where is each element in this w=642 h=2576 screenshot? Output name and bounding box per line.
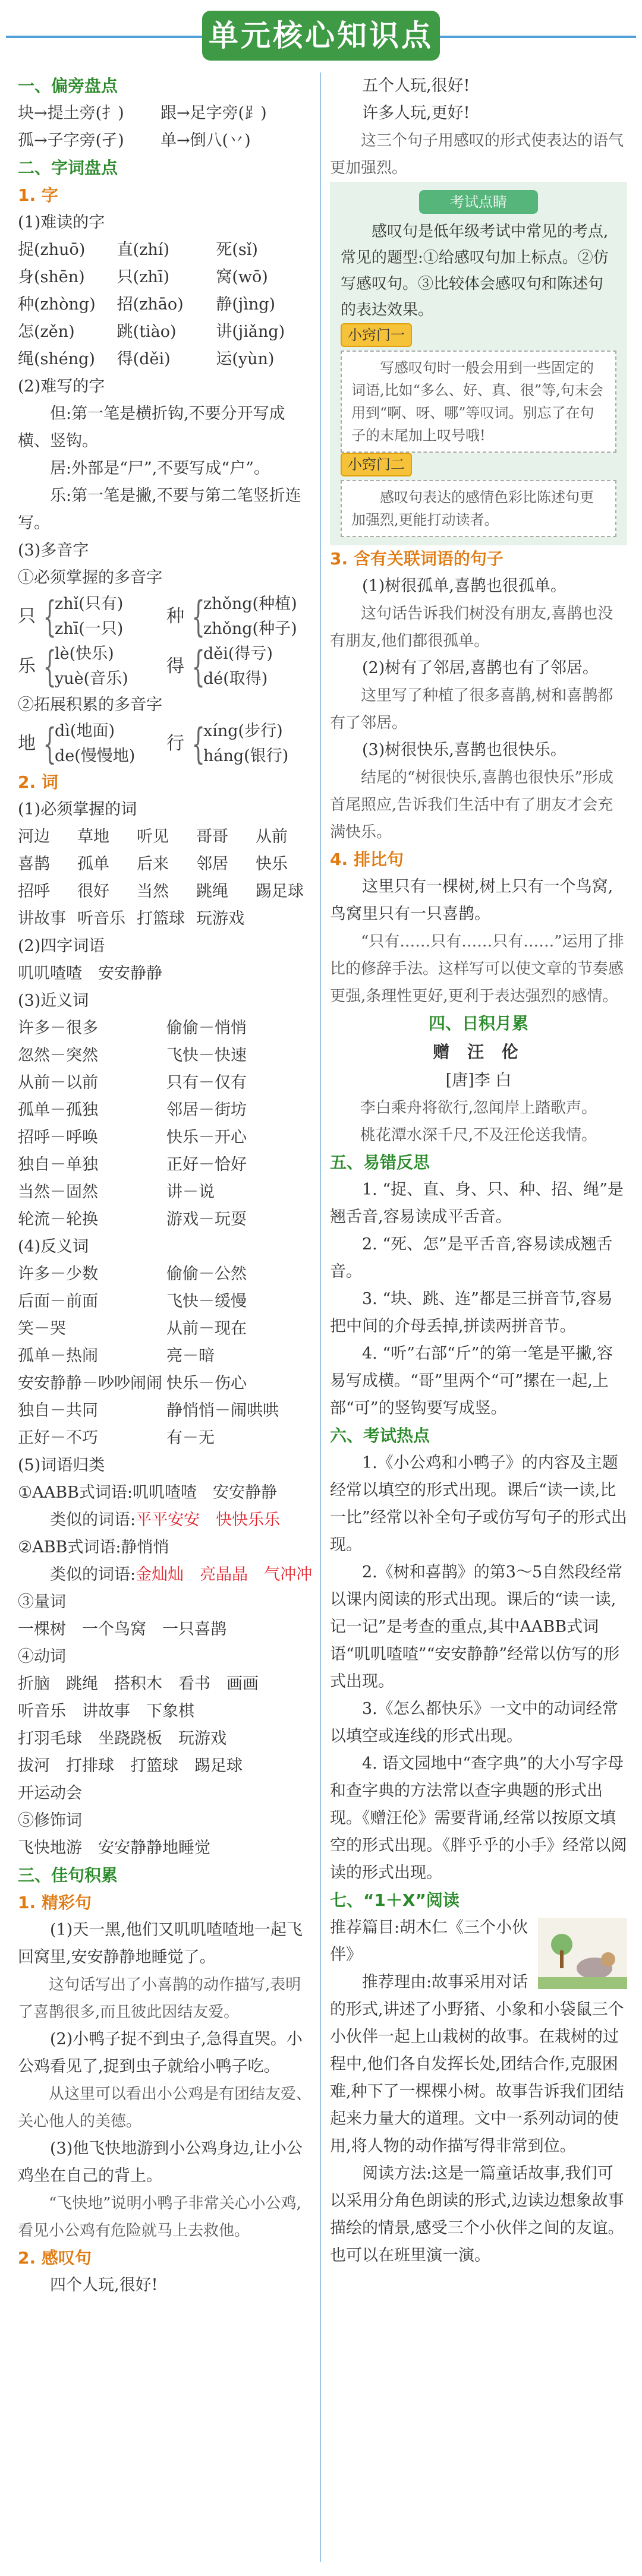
label: 类似的词语:: [50, 1511, 136, 1529]
antonym-pair: 有－无: [166, 1429, 215, 1447]
polyphone-char: 得: [166, 656, 184, 677]
pinyin-item: 种(zhòng): [18, 295, 96, 314]
example-sentence: 这里只有一棵树,树上只有一个鸟窝,鸟窝里只有一只喜鹊。: [330, 877, 613, 923]
tip-tag: 小窍门一: [341, 323, 412, 347]
tip-card-body: [341, 480, 616, 537]
radical-row: [18, 100, 315, 127]
radical-item: 跟→足字旁(⻊): [160, 104, 267, 122]
polyphone-reading: zhǐ(只有): [55, 595, 124, 613]
sentence-note: 这三个句子用感叹的形式使表达的语气更加强烈。: [330, 132, 624, 177]
word-line: 开运动会: [18, 1784, 82, 1802]
label: 类似的词语:: [50, 1565, 136, 1584]
recommend-title: 推荐篇目:胡木仁《三个小伙伴》: [330, 1918, 528, 1964]
polyphone: [166, 592, 315, 642]
exam-tip-text: 感叹句是低年级考试中常见的考点,常见的题型:①给感叹句加上标点。②仿写感叹句。③比较体会感叹句和陈述句的表达效果。: [341, 223, 609, 319]
item-title: (3)多音字: [18, 541, 89, 560]
pinyin-item: 只(zhī): [117, 268, 169, 286]
pinyin-grid: [18, 236, 315, 373]
brace: {: [43, 719, 56, 768]
word-item: 听见: [137, 828, 169, 846]
example-sentence: (3)他飞快地游到小公鸡身边,让小公鸡坐在自己的背上。: [18, 2139, 303, 2185]
word-line: ③量词: [18, 1593, 66, 1611]
synonym-pair: 当然－固然: [18, 1183, 98, 1201]
tip-text: 感叹句表达的感情色彩比陈述句更加强烈,更能打动读者。: [351, 489, 594, 528]
word-line: ①AABB式词语:叽叽喳喳 安安静静: [18, 1483, 277, 1502]
exam-hotspot: 4. 语文园地中“查字典”的大小写字母和查字典的方法常以查字典题的形式出现。《赠汪伦》需要背诵,经常以按原文填空的形式出现。《胖乎乎的小手》经常以阅读的形式出现。: [330, 1754, 627, 1882]
polyphone-reading: yuè(音乐): [55, 670, 128, 688]
word-item: 从前: [256, 828, 288, 846]
reading-tip: 阅读方法:这是一篇童话故事,我们可以采用分角色朗读的形式,边读边想象故事描绘的情景,感受三个小伙伴之间的友谊。也可以在班里演一演。: [330, 2164, 624, 2265]
column-divider: [320, 72, 321, 2562]
subsection-heading: 2. 感叹句: [18, 2248, 92, 2268]
synonym-pair: 正好－恰好: [166, 1156, 247, 1174]
pinyin-item: 跳(tiào): [117, 323, 177, 341]
left-column: [18, 72, 315, 2299]
tip-card-body: [341, 351, 616, 453]
item-title: (2)四字词语: [18, 937, 105, 955]
polyphone-char: 只: [18, 606, 36, 627]
item-title: (2)难写的字: [18, 377, 105, 396]
pinyin-item: 招(zhāo): [117, 295, 184, 314]
sentence-note: 这里写了种植了很多喜鹊,树和喜鹊都有了邻居。: [330, 687, 613, 732]
word-item: 招呼: [18, 882, 50, 901]
radical-row: [18, 127, 315, 154]
word-line: ⑤修饰词: [18, 1811, 82, 1830]
item-title: ②拓展积累的多音字: [18, 696, 162, 714]
example-sentence: (3)树很快乐,喜鹊也很快乐。: [362, 741, 567, 759]
word-line: [18, 1561, 315, 1589]
antonym-pair: 正好－不巧: [18, 1429, 98, 1447]
word-line: 叽叽喳喳 安安静静: [18, 964, 162, 983]
exam-hotspot: 3.《怎么都快乐》一文中的动词经常以填空或连线的形式出现。: [330, 1700, 618, 1745]
pinyin-item: 窝(wō): [216, 268, 268, 286]
word-line: 一棵树 一个鸟窝 一只喜鹊: [18, 1620, 226, 1639]
antonym-grid: [18, 1261, 315, 1452]
example-sentence: (2)树有了邻居,喜鹊也有了邻居。: [362, 659, 599, 677]
section-heading: 五、易错反思: [330, 1153, 430, 1172]
antonym-pair: 后面－前面: [18, 1292, 98, 1311]
tip-card: [341, 323, 616, 453]
synonym-pair: 邻居－街坊: [166, 1101, 247, 1119]
sentence-note: 这句话告诉我们树没有朋友,喜鹊也没有朋友,他们都很孤单。: [330, 605, 613, 650]
item-title: (1)难读的字: [18, 213, 105, 232]
word-item: 踢足球: [256, 882, 304, 901]
brace: {: [191, 642, 205, 691]
brace: {: [191, 592, 205, 641]
pinyin-item: 得(děi): [117, 350, 171, 368]
polyphone: [18, 719, 166, 769]
tip-card: [341, 453, 616, 537]
antonym-pair: 飞快－缓慢: [166, 1292, 247, 1311]
antonym-pair: 从前－现在: [166, 1319, 247, 1338]
section-heading: 四、日积月累: [428, 1014, 528, 1033]
polyphone-char: 种: [166, 606, 184, 627]
synonym-pair: 讲－说: [166, 1183, 215, 1201]
example-sentence: 五个人玩,很好!: [362, 77, 470, 95]
word-item: 玩游戏: [196, 910, 244, 928]
polyphone-reading: dé(取得): [203, 670, 268, 688]
example-sentence: (1)天一黑,他们又叽叽喳喳地一起飞回窝里,安安静静地睡觉了。: [18, 1921, 303, 1966]
word-item: 孤单: [77, 855, 109, 873]
word-item: 河边: [18, 828, 50, 846]
item-title: ①必须掌握的多音字: [18, 569, 162, 587]
radical-item: 孤→子字旁(孑): [18, 131, 124, 150]
example-sentence: (1)树很孤单,喜鹊也很孤单。: [362, 577, 567, 595]
section-heading: 六、考试热点: [330, 1426, 430, 1445]
polyphone: [18, 592, 166, 642]
brace: {: [43, 592, 56, 641]
sentence-note: “飞快地”说明小鸭子非常关心小公鸡,看见小公鸡有危险就马上去救他。: [18, 2195, 301, 2240]
poem-author: [唐]李 白: [445, 1071, 512, 1090]
synonym-pair: 只有－仅有: [166, 1074, 247, 1092]
polyphone-char: 乐: [18, 656, 36, 677]
sentence-note: 从这里可以看出小公鸡是有团结友爱、关心他人的美德。: [18, 2085, 312, 2130]
synonym-pair: 独自－单独: [18, 1156, 98, 1174]
word-grid: [18, 823, 315, 933]
exam-hotspot: 1.《小公鸡和小鸭子》的内容及主题经常以填空的形式出现。课后“读一读,比一比”经常以补全句子或仿写句子的形式出现。: [330, 1454, 627, 1554]
section-heading: 七、“1＋X”阅读: [330, 1890, 460, 1910]
polyphone-reading: háng(银行): [203, 747, 289, 765]
word-line: [18, 1507, 315, 1534]
word-line: 打羽毛球 坐跷跷板 玩游戏: [18, 1729, 226, 1748]
polyphone: [18, 642, 166, 692]
polyphone-grid: [18, 719, 315, 769]
polyphone: [166, 642, 315, 692]
item-title: (1)必须掌握的词: [18, 800, 137, 819]
poem-line: 桃花潭水深千尺,不及汪伦送我情。: [360, 1126, 597, 1144]
exam-hotspot: 2.《树和喜鹊》的第3～5自然段经常以课内阅读的形式出现。课后的“读一读,记一记”是考查的重点,其中AABB式词语“叽叽喳喳”“安安静静”经常以仿写的形式出现。: [330, 1563, 623, 1691]
polyphone-reading: lè(快乐): [55, 645, 114, 663]
brace: {: [43, 642, 56, 691]
word-item: 喜鹊: [18, 855, 50, 873]
pinyin-item: 讲(jiǎng): [216, 323, 285, 341]
synonym-pair: 游戏－玩耍: [166, 1210, 247, 1229]
synonym-pair: 许多－很多: [18, 1019, 98, 1037]
radical-item: 单→倒八(丷): [160, 131, 251, 150]
polyphone: [166, 719, 315, 769]
antonym-pair: 笑－哭: [18, 1319, 66, 1338]
poem-title: 赠 汪 伦: [433, 1042, 524, 1062]
word-item: 很好: [77, 882, 109, 901]
word-item: 当然: [137, 882, 169, 901]
word-item: 哥哥: [196, 828, 228, 846]
word-item: 跳绳: [196, 882, 228, 901]
highlight-words: 金灿灿 亮晶晶 气冲冲: [136, 1565, 313, 1584]
word-item: 后来: [137, 855, 169, 873]
item-title: (3)近义词: [18, 992, 89, 1010]
word-line: 折脑 跳绳 搭积木 看书 画画: [18, 1675, 259, 1693]
brace: {: [191, 719, 205, 768]
exam-tip-box: [330, 182, 627, 545]
antonym-pair: 许多－少数: [18, 1265, 98, 1283]
polyphone-reading: dì(地面): [55, 722, 115, 740]
mistake-item: 3. “块、跳、连”都是三拼音节,容易把中间的介母丢掉,拼读两拼音节。: [330, 1290, 613, 1336]
antonym-pair: 独自－共同: [18, 1401, 98, 1420]
tip-tag: 小窍门二: [341, 453, 412, 476]
right-column: [330, 72, 627, 2269]
pinyin-item: 直(zhí): [117, 241, 169, 259]
pinyin-item: 身(shēn): [18, 268, 85, 286]
page-title: 单元核心知识点: [202, 11, 440, 61]
polyphone-grid: [18, 592, 315, 692]
pinyin-item: 绳(shéng): [18, 350, 95, 368]
polyphone-reading: xíng(步行): [203, 722, 283, 740]
recommend-reason: 推荐理由:故事采用对话的形式,讲述了小野猪、小象和小袋鼠三个小伙伴一起上山栽树的故事。在栽树的过程中,他们各自发挥长处,团结合作,克服困难,种下了一棵棵小树。故事告诉我们团结起来力量大的道理。文中一系列动词的使用,将人物的动作描写得非常到位。: [330, 1973, 624, 2155]
pinyin-item: 捉(zhuō): [18, 241, 86, 259]
polyphone-reading: zhī(一只): [55, 620, 124, 638]
polyphone-reading: de(慢慢地): [55, 747, 136, 765]
synonym-pair: 孤单－孤独: [18, 1101, 98, 1119]
synonym-pair: 快乐－开心: [166, 1128, 247, 1147]
polyphone-char: 地: [18, 733, 36, 754]
word-item: 讲故事: [18, 910, 66, 928]
word-line: 拔河 打排球 打篮球 踢足球: [18, 1757, 243, 1775]
mistake-item: 2. “死、怎”是平舌音,容易读成翘舌音。: [330, 1235, 613, 1281]
word-item: 邻居: [196, 855, 228, 873]
antonym-pair: 安安静静－吵吵闹闹: [18, 1374, 162, 1393]
pinyin-item: 怎(zěn): [18, 323, 75, 341]
word-item: 草地: [77, 828, 109, 846]
item-title: (5)词语归类: [18, 1456, 105, 1475]
synonym-grid: [18, 1015, 315, 1233]
antonym-pair: 快乐－伤心: [166, 1374, 247, 1393]
writing-note: 乐:第一笔是撇,不要与第二笔竖折连写。: [18, 487, 301, 532]
word-item: 打篮球: [137, 910, 185, 928]
word-line: ②ABB式词语:静悄悄: [18, 1538, 169, 1557]
synonym-pair: 招呼－呼唤: [18, 1128, 98, 1147]
example-sentence: 四个人玩,很好!: [50, 2276, 158, 2294]
antonym-pair: 亮－暗: [166, 1347, 215, 1365]
pinyin-item: 静(jìng): [216, 295, 276, 314]
polyphone-reading: zhǒng(种子): [203, 620, 297, 638]
word-item: 快乐: [256, 855, 288, 873]
synonym-pair: 飞快－快速: [166, 1046, 247, 1065]
header: [0, 0, 642, 65]
polyphone-char: 行: [166, 733, 184, 754]
polyphone-reading: děi(得亏): [203, 645, 273, 663]
mistake-item: 1. “捉、直、身、只、种、招、绳”是翘舌音,容易读成平舌音。: [330, 1180, 624, 1226]
subsection-heading: 1. 字: [18, 185, 58, 205]
synonym-pair: 从前－以前: [18, 1074, 98, 1092]
pinyin-item: 运(yùn): [216, 350, 275, 368]
section-heading: 三、佳句积累: [18, 1865, 118, 1885]
antonym-pair: 偷偷－公然: [166, 1265, 247, 1283]
pinyin-item: 死(sǐ): [216, 241, 258, 259]
subsection-heading: 3. 含有关联词语的句子: [330, 549, 503, 569]
exam-tip-title: 考试点睛: [419, 190, 538, 214]
item-title: (4)反义词: [18, 1238, 89, 1256]
subsection-heading: 1. 精彩句: [18, 1893, 92, 1912]
poem-line: 李白乘舟将欲行,忽闻岸上踏歌声。: [360, 1099, 597, 1117]
example-sentence: 许多人玩,更好!: [362, 104, 470, 122]
subsection-heading: 2. 词: [18, 772, 58, 792]
radical-item: 块→提土旁(扌): [18, 104, 124, 122]
section-heading: 一、偏旁盘点: [18, 76, 118, 96]
illustration: [538, 1918, 627, 1989]
word-item: 听音乐: [77, 910, 125, 928]
antonym-pair: 孤单－热闹: [18, 1347, 98, 1365]
polyphone-reading: zhǒng(种植): [203, 595, 297, 613]
synonym-pair: 偷偷－悄悄: [166, 1019, 247, 1037]
subsection-heading: 4. 排比句: [330, 850, 404, 869]
writing-note: 但:第一笔是横折钩,不要分开写成横、竖钩。: [18, 405, 285, 450]
tip-text: 写感叹句时一般会用到一些固定的词语,比如“多么、好、真、很”等,句末会用到“啊、呀、哪”等叹词。别忘了在句子的末尾加上叹号哦!: [351, 359, 603, 444]
sentence-note: 这句话写出了小喜鹊的动作描写,表明了喜鹊很多,而且彼此因结友爱。: [18, 1976, 301, 2021]
antonym-pair: 静悄悄－闹哄哄: [166, 1401, 279, 1420]
highlight-words: 平平安安 快快乐乐: [136, 1511, 281, 1529]
mistake-item: 4. “听”右部“斤”的第一笔是平撇,容易写成横。“哥”里两个“可”摞在一起,上部“可”的竖钩要写成竖。: [330, 1344, 613, 1418]
word-line: 飞快地游 安安静静地睡觉: [18, 1839, 210, 1857]
word-line: ④动词: [18, 1647, 66, 1666]
writing-note: 居:外部是“尸”,不要写成“户”。: [50, 459, 270, 478]
synonym-pair: 轮流－轮换: [18, 1210, 98, 1229]
section-heading: 二、字词盘点: [18, 158, 118, 178]
sentence-note: “只有……只有……只有……”运用了排比的修辞手法。这样写可以使文章的节奏感更强,条理性更好,更利于表达强烈的感情。: [330, 933, 624, 1005]
word-line: 听音乐 讲故事 下象棋: [18, 1702, 194, 1721]
example-sentence: (2)小鸭子捉不到虫子,急得直哭。小公鸡看见了,捉到虫子就给小鸭子吃。: [18, 2030, 303, 2076]
synonym-pair: 忽然－突然: [18, 1046, 98, 1065]
sentence-note: 结尾的“树很快乐,喜鹊也很快乐”形成首尾照应,告诉我们生活中有了朋友才会充满快乐。: [330, 769, 613, 841]
